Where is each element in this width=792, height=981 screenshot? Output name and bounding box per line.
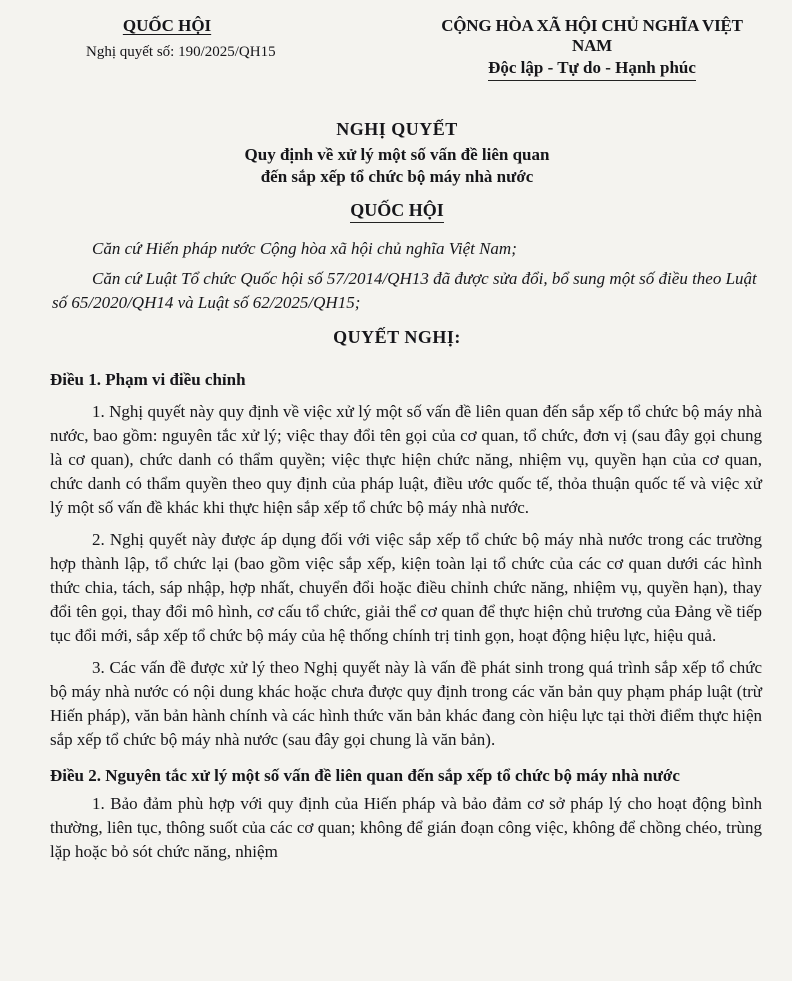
issuing-body: QUỐC HỘI bbox=[350, 200, 444, 223]
issuer-name: QUỐC HỘI bbox=[122, 16, 212, 35]
subtitle-line-1: Quy định về xử lý một số vấn đề liên quan bbox=[244, 145, 550, 164]
national-heading bbox=[422, 16, 762, 81]
article-1-clause-1: 1. Nghị quyết này quy định về việc xử lý một số vấn đề liên quan đến sắp xếp tổ chức bộ máy nhà nước, bao gồm: nguyên tắc xử lý; việc thay đổi tên gọi của cơ quan, tổ chức, đơn vị (sau đây gọi chung là cơ quan), chức danh có thẩm quyền; việc thực hiện chức năng, nhiệm vụ, quyền hạn của cơ quan, chức danh có thẩm quyền theo quy định của pháp luật, điều ước quốc tế, thỏa thuận quốc tế và việc xử lý một số vấn đề khác khi thực hiện sắp xếp tổ chức bộ máy nhà nước. bbox=[50, 402, 762, 517]
article-1-heading: Điều 1. Phạm vi điều chỉnh bbox=[50, 370, 246, 389]
document-number: Nghị quyết số: 190/2025/QH15 bbox=[86, 44, 276, 60]
national-motto: Độc lập - Tự do - Hạnh phúc bbox=[488, 58, 696, 81]
title-block bbox=[32, 119, 762, 223]
subtitle-line-2: đến sắp xếp tổ chức bộ máy nhà nước bbox=[260, 167, 534, 186]
decision-heading: QUYẾT NGHỊ: bbox=[333, 327, 461, 347]
document-page bbox=[0, 16, 792, 981]
article-1-clause-2: 2. Nghị quyết này được áp dụng đối với việc sắp xếp tổ chức bộ máy nhà nước trong các trường hợp thành lập, tổ chức lại (bao gồm việc sắp xếp, kiện toàn lại tổ chức của các cơ quan dưới các hình thức chia, tách, sáp nhập, hợp nhất, chuyển đổi hoặc điều chỉnh chức năng, nhiệm vụ, quyền hạn), thay đổi tên gọi, thay đổi mô hình, cơ cấu tổ chức, giải thể cơ quan để thực hiện chủ trương của Đảng về tiếp tục đổi mới, sắp xếp tổ chức bộ máy của hệ thống chính trị tinh gọn, hoạt động hiệu lực, hiệu quả. bbox=[50, 530, 762, 645]
article-1-clause-3: 3. Các vấn đề được xử lý theo Nghị quyết này là vấn đề phát sinh trong quá trình sắp xếp tổ chức bộ máy nhà nước có nội dung khác hoặc chưa được quy định trong các văn bản quy phạm pháp luật (trừ Hiến pháp), văn bản hành chính và các hình thức văn bản khác đang còn hiệu lực tại thời điểm thực hiện sắp xếp tổ chức bộ máy nhà nước (sau đây gọi chung là văn bản). bbox=[50, 658, 762, 749]
article-2-clause-1: 1. Bảo đảm phù hợp với quy định của Hiến pháp và bảo đảm cơ sở pháp lý cho hoạt động bình thường, liên tục, thông suốt của các cơ quan; không để gián đoạn công việc, không để chồng chéo, trùng lặp hoặc bỏ sót chức năng, nhiệm bbox=[50, 794, 762, 861]
nation-name: CỘNG HÒA XÃ HỘI CHỦ NGHĨA VIỆT NAM bbox=[441, 16, 743, 55]
document-header bbox=[86, 16, 762, 81]
basis-law: Căn cứ Luật Tổ chức Quốc hội số 57/2014/QH13 đã được sửa đổi, bổ sung một số điều theo Luật số 65/2020/QH14 và Luật số 62/2025/QH15; bbox=[52, 269, 757, 312]
article-2-heading: Điều 2. Nguyên tắc xử lý một số vấn đề liên quan đến sắp xếp tổ chức bộ máy nhà nước bbox=[50, 766, 680, 785]
legal-basis bbox=[52, 237, 762, 315]
document-type: NGHỊ QUYẾT bbox=[336, 119, 458, 139]
document-subtitle bbox=[32, 144, 762, 188]
basis-constitution: Căn cứ Hiến pháp nước Cộng hòa xã hội chủ nghĩa Việt Nam; bbox=[92, 239, 517, 258]
issuer-block bbox=[86, 16, 332, 81]
